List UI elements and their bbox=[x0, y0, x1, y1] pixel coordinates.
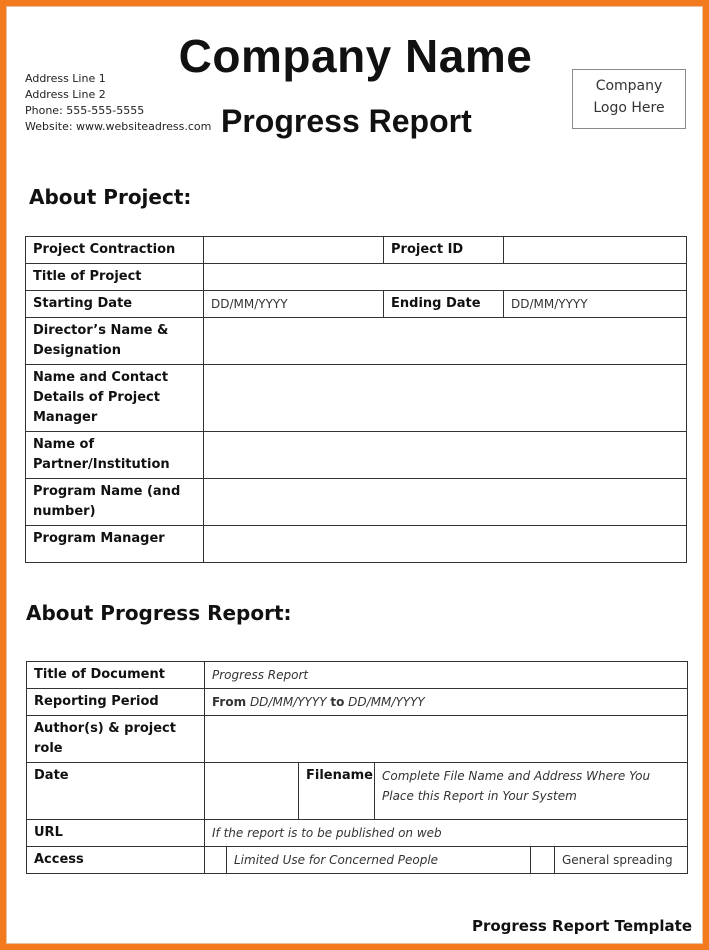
company-logo-placeholder bbox=[572, 69, 686, 129]
report-title: Progress Report bbox=[221, 103, 472, 139]
table-row bbox=[26, 237, 687, 264]
title-of-project-field[interactable] bbox=[204, 264, 687, 291]
date-field[interactable] bbox=[205, 763, 299, 820]
table-row bbox=[26, 318, 687, 365]
program-name-field[interactable] bbox=[204, 479, 687, 526]
director-label bbox=[26, 318, 204, 365]
address-line-1: Address Line 1 bbox=[25, 72, 106, 85]
address-block bbox=[25, 71, 211, 135]
project-manager-contact-field[interactable] bbox=[204, 365, 687, 432]
filename-field[interactable] bbox=[375, 763, 688, 820]
pm-label-line-1: Name and Contact bbox=[33, 370, 169, 385]
website-line: Website: www.websiteadress.com bbox=[25, 120, 212, 133]
reporting-period-field[interactable] bbox=[205, 689, 688, 716]
program-label-line-2: number) bbox=[33, 504, 96, 519]
address-line-2: Address Line 2 bbox=[25, 88, 106, 101]
title-of-document-field[interactable]: Progress Report bbox=[205, 662, 688, 689]
starting-date-field[interactable]: DD/MM/YYYY bbox=[204, 291, 384, 318]
title-of-project-label: Title of Project bbox=[26, 264, 204, 291]
director-field[interactable] bbox=[204, 318, 687, 365]
logo-text-line-1: Company bbox=[595, 78, 663, 94]
table-row bbox=[27, 689, 688, 716]
partner-institution-field[interactable] bbox=[204, 432, 687, 479]
about-progress-report-heading: About Progress Report: bbox=[26, 601, 292, 625]
program-manager-field[interactable] bbox=[204, 526, 687, 563]
table-row bbox=[26, 291, 687, 318]
project-details-table bbox=[25, 236, 687, 563]
filename-label: Filename bbox=[299, 763, 375, 820]
document-page bbox=[6, 6, 703, 944]
table-row bbox=[27, 763, 688, 820]
reporting-end-date: DD/MM/YYYY bbox=[348, 695, 425, 709]
access-label: Access bbox=[27, 847, 205, 874]
director-label-line-1: Director’s Name & bbox=[33, 323, 169, 338]
project-manager-contact-label bbox=[26, 365, 204, 432]
table-row bbox=[26, 264, 687, 291]
url-field[interactable]: If the report is to be published on web bbox=[205, 820, 688, 847]
pm-label-line-3: Manager bbox=[33, 410, 98, 425]
table-row bbox=[27, 662, 688, 689]
title-of-document-label: Title of Document bbox=[27, 662, 205, 689]
partner-institution-label bbox=[26, 432, 204, 479]
program-label-line-1: Program Name (and bbox=[33, 484, 181, 499]
table-row bbox=[26, 479, 687, 526]
project-contraction-field[interactable] bbox=[204, 237, 384, 264]
logo-text-line-2: Logo Here bbox=[593, 100, 665, 116]
url-label: URL bbox=[27, 820, 205, 847]
access-option-limited: Limited Use for Concerned People bbox=[227, 847, 531, 874]
director-label-line-2: Designation bbox=[33, 343, 121, 358]
table-row bbox=[27, 820, 688, 847]
authors-label: Author(s) & project role bbox=[27, 716, 205, 763]
company-name: Company Name bbox=[178, 30, 533, 82]
program-name-label bbox=[26, 479, 204, 526]
ending-date-field[interactable]: DD/MM/YYYY bbox=[504, 291, 687, 318]
starting-date-label: Starting Date bbox=[26, 291, 204, 318]
ending-date-label: Ending Date bbox=[384, 291, 504, 318]
access-checkbox-limited[interactable] bbox=[205, 847, 227, 874]
about-project-heading: About Project: bbox=[29, 185, 192, 209]
phone-line: Phone: 555-555-5555 bbox=[25, 104, 145, 117]
table-row bbox=[27, 716, 688, 763]
project-id-label: Project ID bbox=[384, 237, 504, 264]
reporting-from-word: From bbox=[212, 695, 247, 709]
reporting-to-word: to bbox=[330, 695, 345, 709]
filename-hint-line-1: Complete File Name and Address Where You bbox=[382, 769, 651, 783]
progress-report-table bbox=[26, 661, 688, 874]
table-row bbox=[26, 365, 687, 432]
table-row bbox=[26, 432, 687, 479]
partner-label-line-1: Name of bbox=[33, 437, 95, 452]
project-contraction-label: Project Contraction bbox=[26, 237, 204, 264]
template-caption: Progress Report Template bbox=[471, 917, 692, 935]
access-checkbox-general[interactable] bbox=[531, 847, 555, 874]
filename-hint-line-2: Place this Report in Your System bbox=[382, 789, 577, 803]
table-row bbox=[26, 526, 687, 563]
program-manager-label: Program Manager bbox=[26, 526, 204, 563]
partner-label-line-2: Partner/Institution bbox=[33, 457, 170, 472]
authors-field[interactable] bbox=[205, 716, 688, 763]
pm-label-line-2: Details of Project bbox=[33, 390, 160, 405]
access-option-general: General spreading bbox=[555, 847, 688, 874]
reporting-period-label: Reporting Period bbox=[27, 689, 205, 716]
table-row bbox=[27, 847, 688, 874]
date-label: Date bbox=[27, 763, 205, 820]
project-id-field[interactable] bbox=[504, 237, 687, 264]
reporting-start-date: DD/MM/YYYY bbox=[249, 695, 327, 709]
